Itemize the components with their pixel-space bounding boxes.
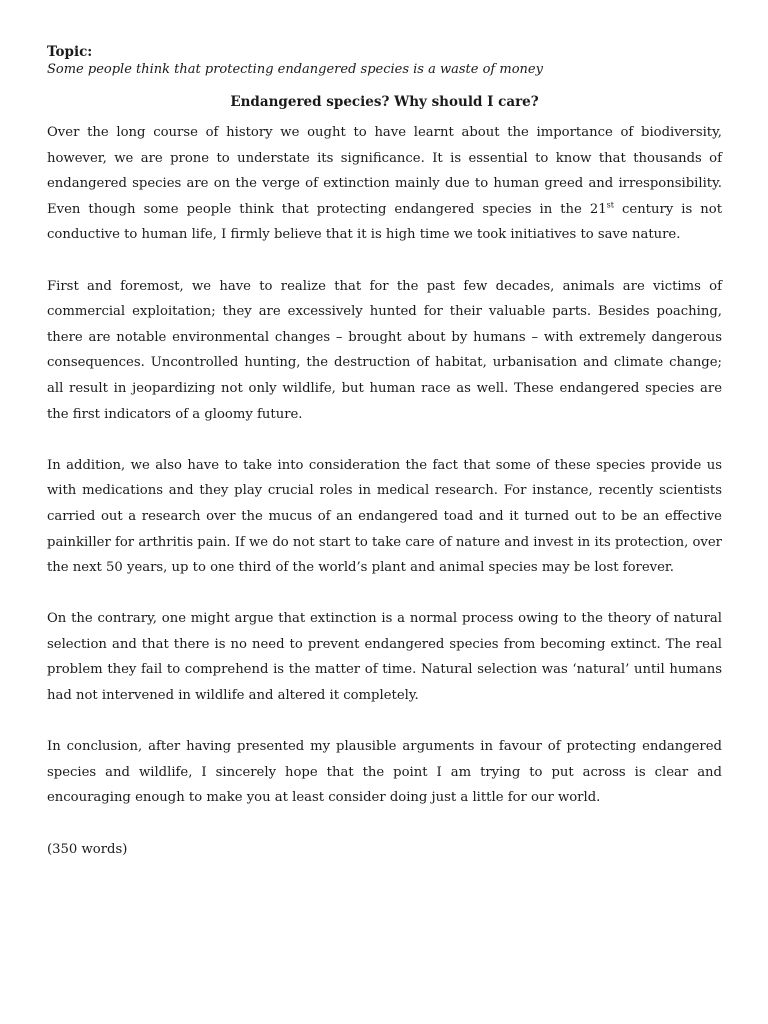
paragraph-introduction bbox=[47, 120, 722, 248]
ordinal-superscript: st bbox=[606, 200, 614, 210]
word-count: (350 words) bbox=[47, 841, 128, 857]
intro-text-part-1: Over the long course of history we ought to have learnt about the importance of biodiversity, however, we are prone to understate its significance. It is essential to know that thousands of endangered species are on the verge of extinction mainly due to human greed and irresponsibility. Even though some people think that protecting endangered species in the 21 bbox=[47, 125, 722, 217]
paragraph-counterargument: On the contrary, one might argue that extinction is a normal process owing to the theory of natural selection and that there is no need to prevent endangered species from becoming extinct. The real problem they fail to comprehend is the matter of time. Natural selection was ‘natural’ until humans had not intervened in wildlife and altered it completely. bbox=[47, 611, 722, 704]
topic-statement: Some people think that protecting endangered species is a waste of money bbox=[47, 62, 543, 77]
paragraph-conclusion: In conclusion, after having presented my plausible arguments in favour of protecting endangered species and wildlife, I sincerely hope that the point I am trying to put across is clear and encouraging enough to make you at least consider doing just a little for our world. bbox=[47, 739, 722, 806]
document-page bbox=[47, 43, 722, 862]
topic-label: Topic: bbox=[47, 44, 93, 60]
paragraph-medical-research: In addition, we also have to take into consideration the fact that some of these species provide us with medications and they play crucial roles in medical research. For instance, recently scientists carried out a research over the mucus of an endangered toad and it turned out to be an effective painkiller for arthritis pain. If we do not start to take care of nature and invest in its protection, over the next 50 years, up to one third of the world’s plant and animal species may be lost forever. bbox=[47, 457, 722, 576]
intro-text-part-2: century is not conductive to human life, I firmly believe that it is high time we took initiatives to save nature. bbox=[47, 201, 722, 243]
paragraph-exploitation: First and foremost, we have to realize that for the past few decades, animals are victims of commercial exploitation; they are excessively hunted for their valuable parts. Besides poaching, there are notable environmental changes – brought about by humans – with extremely dangerous consequences. Uncontrolled hunting, the destruction of habitat, urbanisation and climate change; all result in jeopardizing not only wildlife, but human race as well. These endangered species are the first indicators of a gloomy future. bbox=[47, 278, 722, 422]
essay-title: Endangered species? Why should I care? bbox=[230, 94, 539, 110]
